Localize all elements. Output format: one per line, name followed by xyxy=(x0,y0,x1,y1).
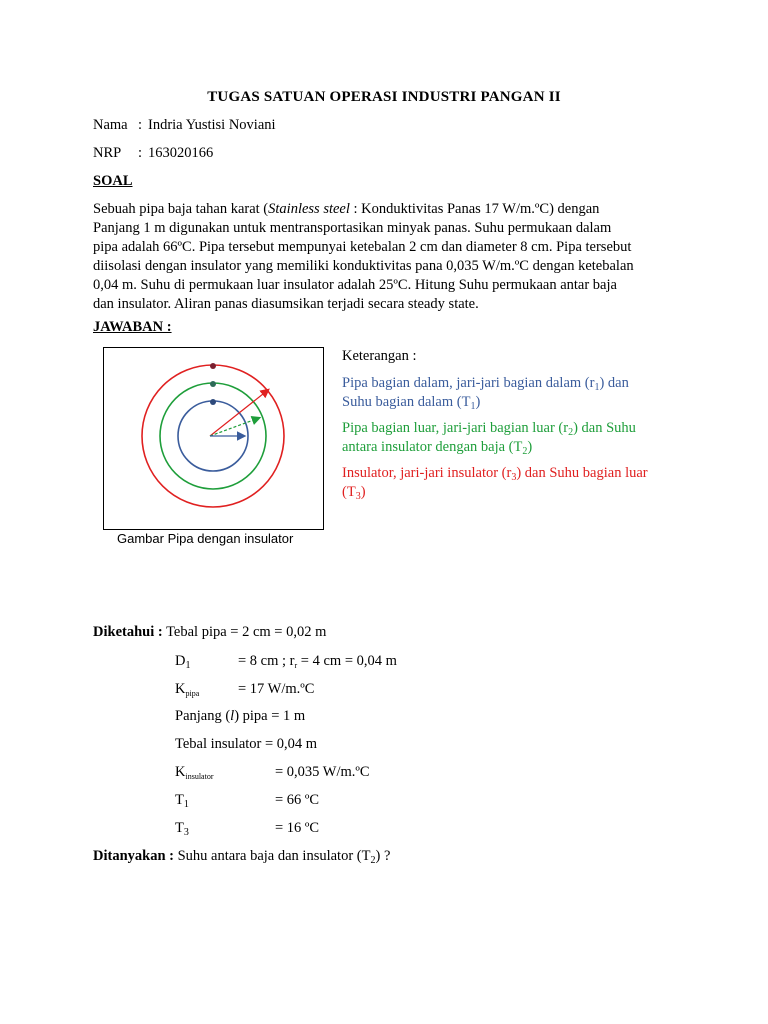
radius-r2-arrow xyxy=(210,418,259,436)
kinsulator-symbol: $K_{insulator}$ xyxy=(175,764,214,781)
nrp-value: 163020166 xyxy=(148,145,214,161)
document-title: TUGAS SATUAN OPERASI INDUSTRI PANGAN II xyxy=(207,89,561,105)
soal-line: Panjang 1 m digunakan untuk mentransportasikan minyak panas. Suhu permukaan dalam xyxy=(93,220,612,236)
soal-paragraph xyxy=(93,200,673,314)
soal-heading: SOAL xyxy=(93,173,133,189)
pipe-cross-section xyxy=(104,348,323,529)
nama-separator: : xyxy=(138,117,143,133)
inner-point xyxy=(210,399,216,405)
d1-symbol: $D_1$ xyxy=(175,653,191,671)
ditanyakan-row: Ditanyakan : Suhu antara baja dan insulator $(T_2)$ ? xyxy=(93,848,391,866)
legend-outer-line2: $(T_3)$ xyxy=(342,484,366,502)
middle-point xyxy=(210,381,216,387)
kpipa-symbol: $K_{pipa}$ xyxy=(175,681,200,698)
legend-block xyxy=(342,347,682,502)
nrp-label: NRP xyxy=(93,145,122,161)
legend-middle-line1: Pipa bagian luar, jari-jari bagian luar $(r_2)$ dan Suhu xyxy=(342,420,636,438)
kpipa-value: = 17 W/m.ºC xyxy=(238,681,315,697)
pipe-diagram xyxy=(103,347,324,530)
outer-point xyxy=(210,363,216,369)
soal-line: pipa adalah 66ºC. Pipa tersebut mempunyai ketebalan 2 cm dan diameter 8 cm. Pipa tersebut xyxy=(93,239,632,255)
soal-line: 0,04 m. Suhu di permukaan luar insulator adalah 25ºC. Hitung Suhu permukaan antar baja xyxy=(93,277,617,293)
d1-value: = 8 cm ; $r_r = 4$ cm = 0,04 m xyxy=(238,653,397,670)
diketahui-first: Tebal pipa = 2 cm = 0,02 m xyxy=(166,624,327,640)
diketahui-label: Diketahui : xyxy=(93,624,163,640)
soal-line: dan insulator. Aliran panas diasumsikan terjadi secara steady state. xyxy=(93,296,479,312)
jawaban-heading: JAWABAN : xyxy=(93,319,172,335)
nama-label: Nama xyxy=(93,117,128,133)
legend-heading: Keterangan : xyxy=(342,348,417,364)
legend-inner-line2: Suhu bagian dalam $(T_1)$ xyxy=(342,394,481,412)
ditanyakan-label: Ditanyakan : xyxy=(93,848,174,864)
figure-caption: Gambar Pipa dengan insulator xyxy=(117,531,294,546)
panjang-row: Panjang (l) pipa = 1 m xyxy=(175,708,306,724)
t3-value: = 16 ºC xyxy=(275,820,320,836)
t3-symbol: $T_3$ xyxy=(175,820,189,838)
t1-symbol: $T_1$ xyxy=(175,792,189,810)
legend-middle-line2: antara insulator dengan baja $(T_2)$ xyxy=(342,439,533,457)
t1-value: = 66 ºC xyxy=(275,792,320,808)
soal-line: diisolasi dengan insulator yang memiliki konduktivitas pana 0,035 W/m.ºC dengan ketebalan xyxy=(93,258,634,274)
kinsulator-value: = 0,035 W/m.ºC xyxy=(275,764,370,780)
nrp-separator: : xyxy=(138,145,143,161)
soal-line: Sebuah pipa baja tahan karat (Stainless steel : Konduktivitas Panas 17 W/m.ºC) dengan xyxy=(93,201,600,217)
diketahui-row xyxy=(93,623,326,642)
tebal-insulator-row: Tebal insulator = 0,04 m xyxy=(175,736,318,752)
legend-outer-line1: Insulator, jari-jari insulator $(r_3)$ dan Suhu bagian luar xyxy=(342,465,648,483)
legend-inner-line1: Pipa bagian dalam, jari-jari bagian dalam $(r_1)$ dan xyxy=(342,375,629,393)
nama-value: Indria Yustisi Noviani xyxy=(148,117,276,133)
radius-r3-arrow xyxy=(210,390,268,436)
